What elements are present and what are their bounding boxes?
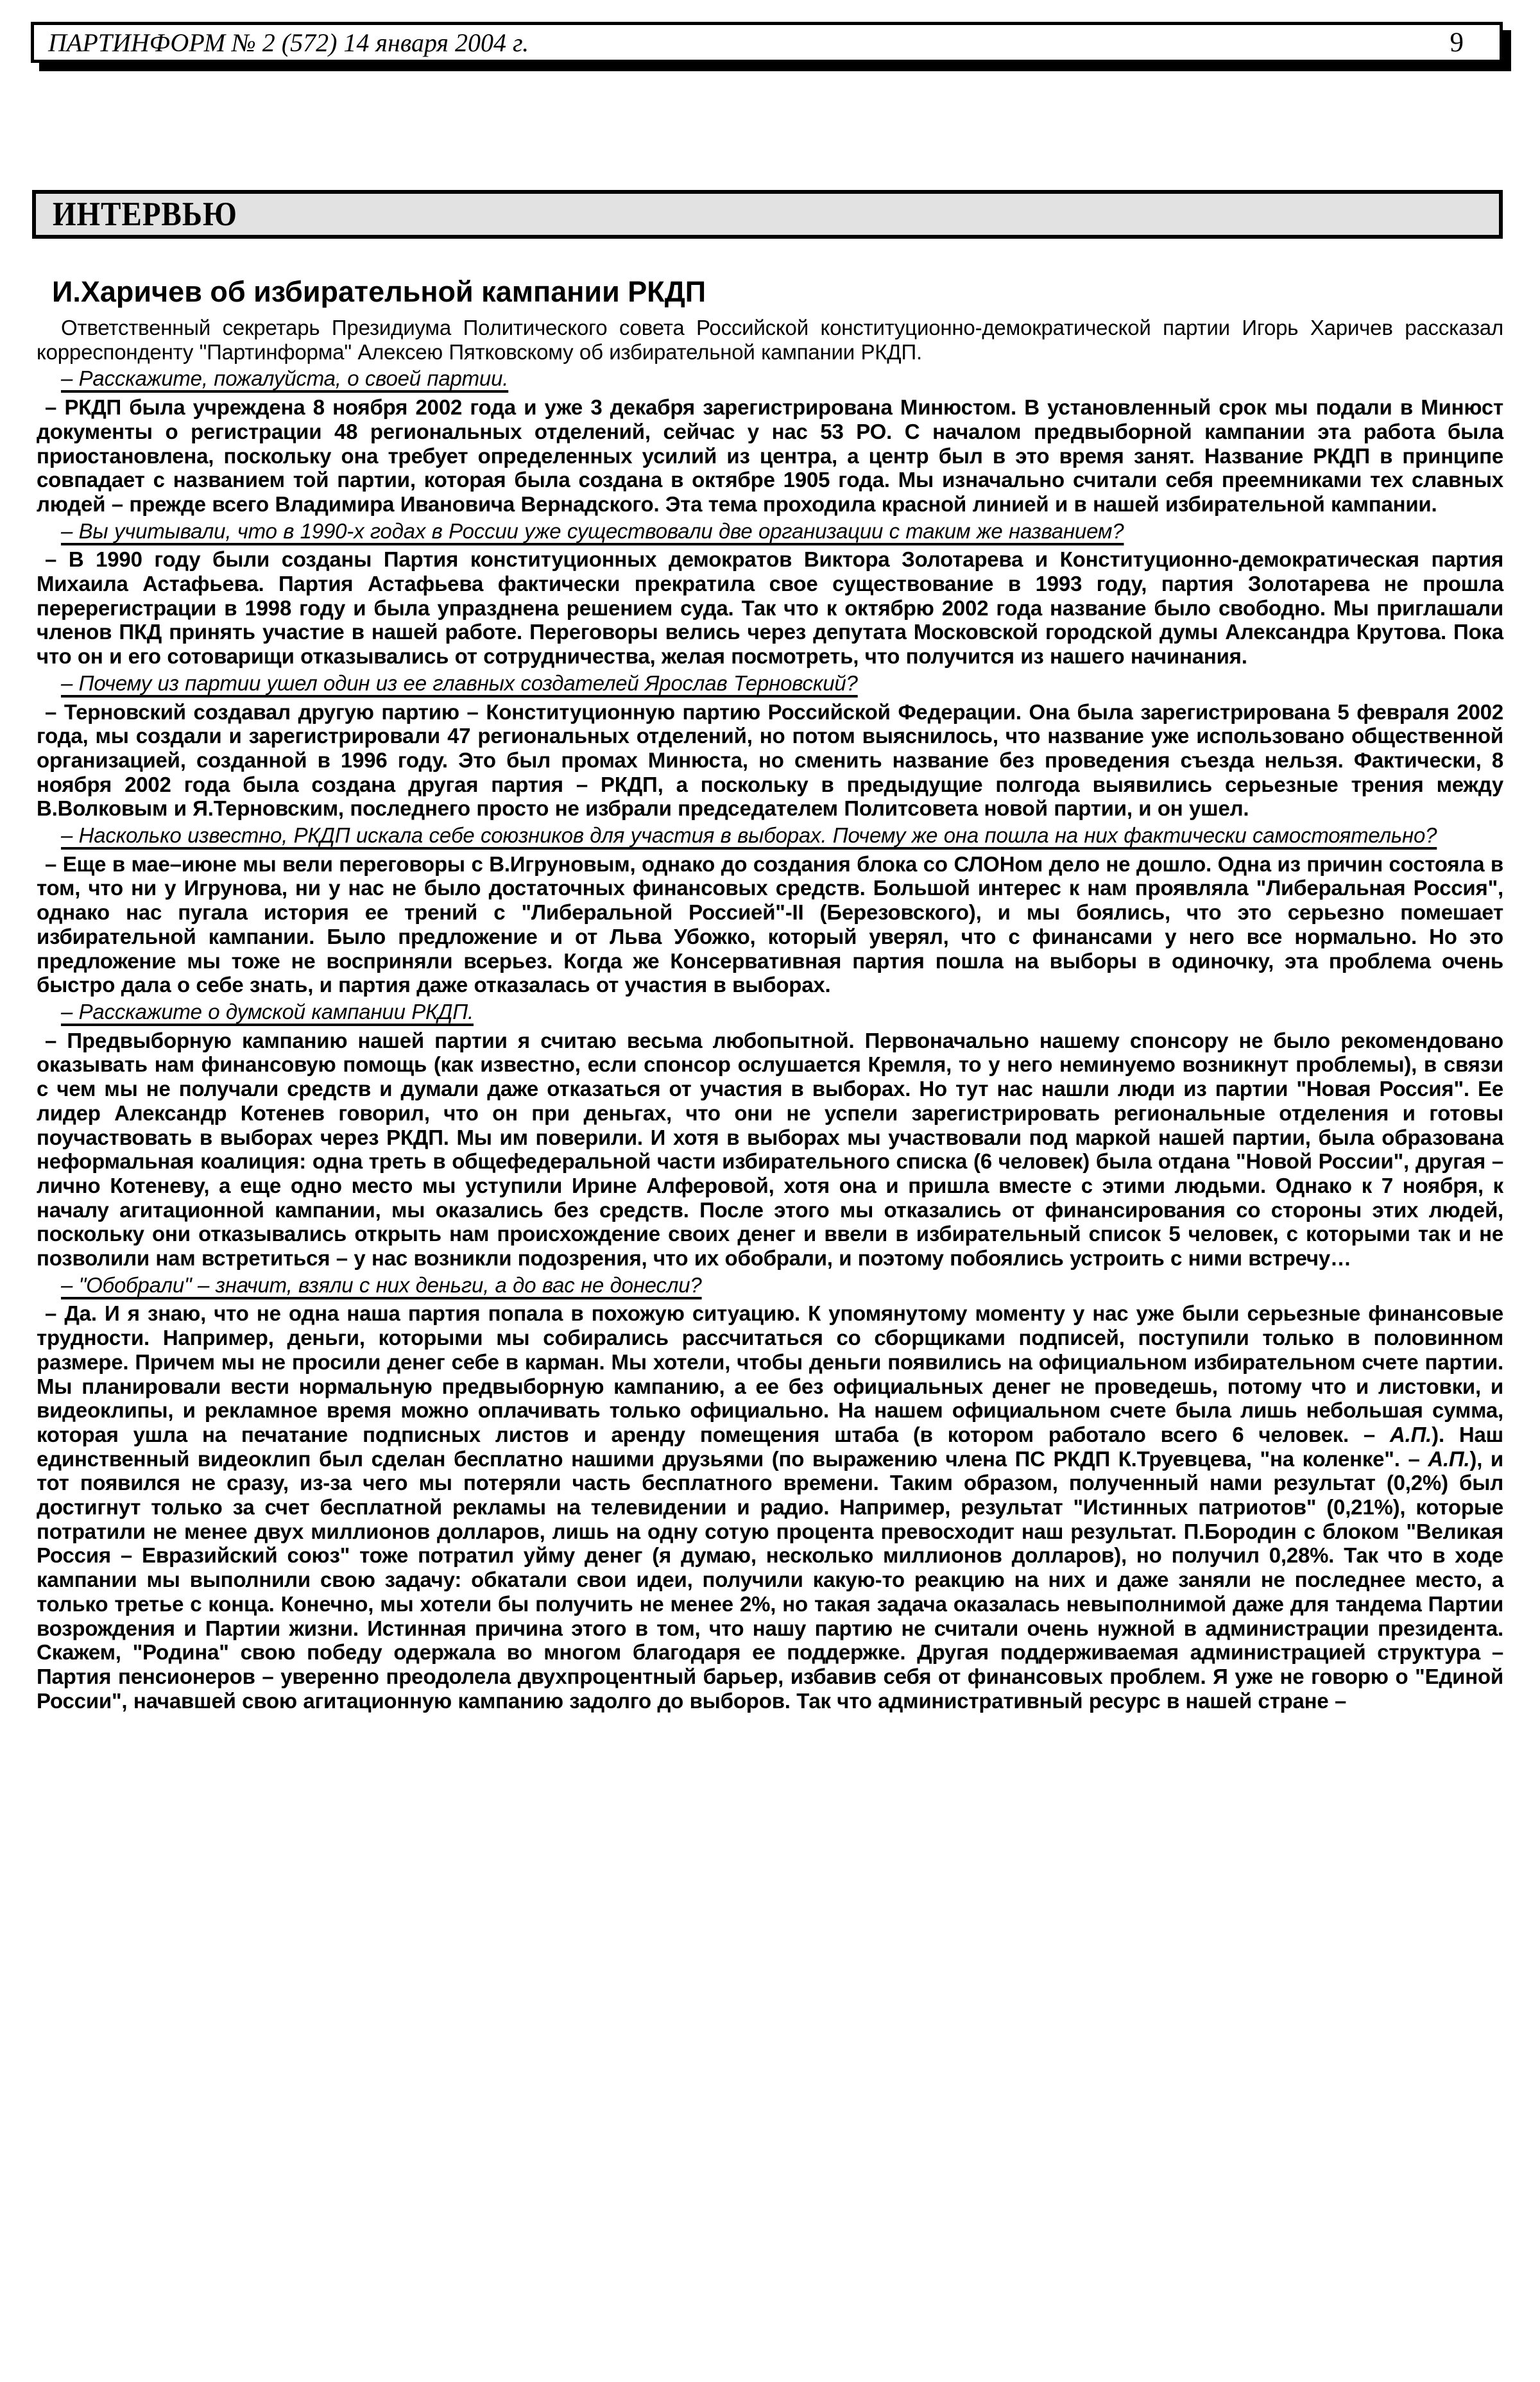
text-run: – Терновский создавал другую партию – Конституционную партию Российской Федерации. Она была зарегистрирована 5 февраля 2002 года, мы создали и зарегистрировали 47 региональных отделений, но потом выяснилось, что название уже использовано общественной организацией, созданной в 1996 году. Это был промах Минюста, но сменить название без проведения съезда нельзя. Фактически, 8 ноября 2002 года была создана другая партия – РКДП, а поскольку в предыдущие полгода выявились серьезные трения между В.Волковым и Я.Терновским, последнего просто не избрали председателем Политсовета новой партии, и он ушел.: [37, 699, 1503, 821]
text-run: – Да. И я знаю, что не одна наша партия попала в похожую ситуацию. К упомянутому моменту у нас уже были серьезные финансовые трудности. Например, деньги, которыми мы собирались рассчитаться со сборщиками подписей, поступили только в половинном размере. Причем мы не просили денег себе в карман. Мы хотели, чтобы деньги появились на официальном избирательном счете партии. Мы планировали вести нормальную предвыборную кампанию, а ее без официальных денег не проведешь, потому что и листовки, и видеоклипы, и рекламное время можно оплачивать только официально. На нашем официальном счете была лишь небольшая сумма, которая ушла на печатание подписных листов и аренду помещения штаба (в котором работало всего 6 человек. –: [37, 1301, 1503, 1446]
text-run: – Почему из партии ушел один из ее главных создателей Ярослав Терновский?: [61, 671, 858, 695]
running-head: [31, 22, 1503, 63]
text-run: ), и тот появился не сразу, из-за чего мы потеряли часть бесплатного времени. Таким образом, полученный нами результат (0,2%) был достигнут только за счет бесплатной рекламы на телевидении и радио. Например, результат "Истинных патриотов" (0,21%), которые потратили не менее двух миллионов долларов, лишь на одну сотую процента превосходит наш результат. П.Бородин с блоком "Великая Россия – Евразийский союз" тоже потратил уйму денег (я думаю, несколько миллионов долларов), но получил 0,28%. Так что в ходе кампании мы выполнили свою задачу: обкатали свои идеи, получили какую-то реакцию на них и даже заняли не последнее место, а только третье с конца. Конечно, мы хотели бы получить не менее 2%, но такая задача оказалась невыполнимой даже для тандема Партии возрождения и Партии жизни. Истинная причина этого в том, что нашу партию не считали очень нужной в администрации президента. Скажем, "Родина" свою победу одержала во многом благодаря ее поддержке. Другая поддерживаемая администрацией структура – Партия пенсионеров – уверенно преодолела двухпроцентный барьер, избавив себя от финансовых проблем. Я уже не говорю о "Единой России", начавшей свою агитационную кампанию задолго до выборов. Так что административный ресурс в нашей стране –: [37, 1446, 1503, 1713]
article-body: [37, 366, 1503, 1713]
interview-answer: [37, 852, 1503, 997]
text-run: – В 1990 году были созданы Партия конституционных демократов Виктора Золотарева и Конституционно-демократическая партия Михаила Астафьева. Партия Астафьева фактически прекратила свое существование в 1993 году, партия Золотарева не прошла перерегистрации в 1998 году и была упразднена решением суда. Так что к октябрю 2002 года название было свободно. Мы приглашали членов ПКД принять участие в нашей работе. Переговоры велись через депутата Московской городской думы Александра Крутова. Пока что он и его сотоварищи отказывались от сотрудничества, желая посмотреть, что получится из нашего начинания.: [37, 547, 1503, 669]
text-run: – Еще в мае–июне мы вели переговоры с В.Игруновым, однако до создания блока со СЛОНом дело не дошло. Одна из причин состояла в том, что ни у Игрунова, ни у нас не было достаточных финансовых средств. Большой интерес к нам проявляла "Либеральная Россия", однако нас пугала история ее трений с "Либеральной Россией"-II (Березовского), и мы боялись, что это серьезно помешает избирательной кампании. Было предложение и от Льва Убожко, который уверял, что с финансами у него все нормально. Но это предложение мы тоже не восприняли всерьез. Когда же Консервативная партия пошла на выборы в одиночку, эта проблема очень быстро дала о себе знать, и партия даже отказалась от участия в выборах.: [37, 852, 1503, 997]
interviewer-initials: А.П.: [1428, 1446, 1470, 1471]
text-run: – Расскажите, пожалуйста, о своей партии.: [61, 366, 509, 391]
interview-question: [37, 366, 1503, 391]
text-run: – "Обобрали" – значит, взяли с них деньги, а до вас не донесли?: [61, 1272, 702, 1297]
interview-answer: [37, 700, 1503, 821]
interview-question: [37, 823, 1503, 848]
interview-question: [37, 1273, 1503, 1298]
section-label: ИНТЕРВЬЮ: [53, 195, 237, 234]
interviewer-initials: А.П.: [1390, 1422, 1432, 1446]
text-run: – РКДП была учреждена 8 ноября 2002 года и уже 3 декабря зарегистрирована Минюстом. В установленный срок мы подали в Минюст документы о регистрации 48 региональных отделений, сейчас у нас 53 РО. С началом предвыборной кампании эта работа была приостановлена, поскольку она требует определенных усилий из центра, а центр был в это время занят. Название РКДП в принципе совпадает с названием той партии, которая была создана в октябре 1905 года. Мы изначально считали себя преемниками тех славных людей – прежде всего Владимира Ивановича Вернадского. Эта тема проходила красной линией и в нашей избирательной кампании.: [37, 395, 1503, 516]
article-title: И.Харичев об избирательной кампании РКДП: [52, 275, 706, 308]
interview-question: [37, 671, 1503, 696]
text-run: – Вы учитывали, что в 1990-х годах в России уже существовали две организации с таким же названием?: [61, 518, 1124, 543]
text-run: – Насколько известно, РКДП искала себе союзников для участия в выборах. Почему же она пошла на них фактически самостоятельно?: [61, 823, 1437, 848]
interview-question: [37, 519, 1503, 544]
text-run: – Расскажите о думской кампании РКДП.: [61, 999, 474, 1024]
section-header-bar: [32, 190, 1503, 239]
interview-answer: [37, 1301, 1503, 1713]
interview-answer: [37, 395, 1503, 517]
interview-article: [37, 276, 1503, 1713]
text-run: ). Наш единственный видеоклип был сделан бесплатно нашими друзьями (по выражению члена ПС РКДП К.Труевцева, "на коленке". –: [37, 1422, 1503, 1471]
issue-title: ПАРТИНФОРМ № 2 (572) 14 января 2004 г.: [48, 28, 529, 57]
interview-answer: [37, 547, 1503, 669]
text-run: – Предвыборную кампанию нашей партии я считаю весьма любопытной. Первоначально нашему спонсору не было рекомендовано оказывать нам финансовую помощь (как известно, если спонсор ослушается Кремля, то у него неминуемо возникнут проблемы), в связи с чем мы не получали средств и думали даже отказаться от участия в выборах. Но тут нас нашли люди из партии "Новая Россия". Ее лидер Александр Котенев говорил, что он при деньгах, что они не успели зарегистрировать региональные отделения и готовы поучаствовать в выборах через РКДП. Мы им поверили. И хотя в выборах мы участвовали под маркой нашей партии, была образована неформальная коалиция: одна треть в общефедеральной части избирательного списка (6 человек) была отдана "Новой России", другая – лично Котеневу, а еще одно место мы уступили Ирине Алферовой, хотя она и пришла вместе с этими людьми. Однако к 7 ноября, к началу агитационной кампании, мы оказались без средств. После этого мы отказались от финансирования со стороны этих людей, поскольку они отказывались открыть нам происхождение своих денег и ввели в избирательный список 5 человек, с которыми так и не позволили нам встретиться – у нас возникли подозрения, что их обобрали, и поэтому побоялись устроить с ними встречу…: [37, 1028, 1503, 1271]
interview-question: [37, 1000, 1503, 1024]
interview-answer: [37, 1029, 1503, 1271]
lead-paragraph: Ответственный секретарь Президиума Политического совета Российской конституционно-демократической партии Игорь Харичев рассказал корреспонденту "Партинформа" Алексею Пятковскому об избирательной кампании РКДП.: [37, 316, 1503, 364]
page-number: 9: [1450, 27, 1464, 58]
